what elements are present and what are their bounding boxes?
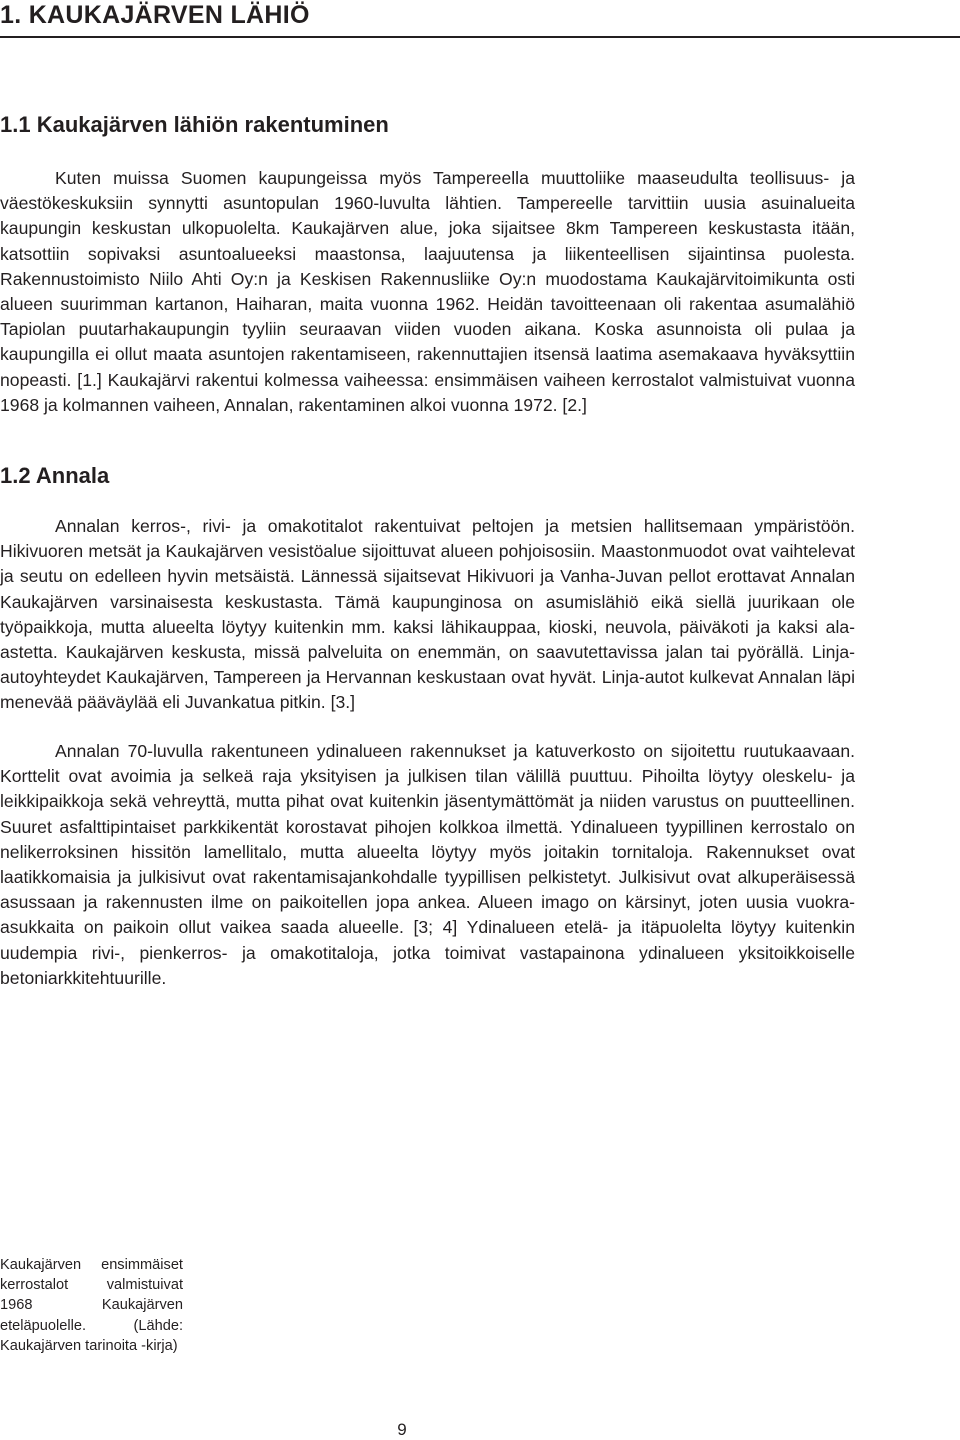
section-heading-rakentuminen: 1.1 Kaukajärven lähiön rakentuminen — [0, 112, 389, 137]
paragraph-annala-1: Annalan kerros-, rivi- ja omakotitalot rakentuivat peltojen ja metsien hallitsemaan ympäristöön. Hikivuoren metsät ja Kaukajärven vesistöalue sijoittuvat alueen pohjoisosiin. Maastonmuodot ovat vaihtelevat ja seutu on edelleen hyvin metsäistä. Lännessä sijaitsevat Hikivuori ja Vanha-Juvan pellot erottavat Annalan Kaukajärven varsinaisesta keskustasta. Tämä kaupunginosa on asumislähiö eikä siellä juurikaan ole työpaikkoja, mutta alueelta löytyy kuitenkin mm. kaksi lähikauppaa, kioski, neuvola, päiväkoti ja kaksi ala-astetta. Kaukajärven keskusta, missä palveluita on enemmän, on saavutettavissa jalan tai pyörällä. Linja-autoyhteydet Kaukajärven, Tampereen ja Hervannan keskustaan ovat hyvät. Linja-autot kulkevat Annalan läpi menevää pääväylää eli Juvankatua pitkin. [3.] — [0, 516, 855, 713]
figure-caption: Kaukajärven ensimmäiset kerrostalot valmistuivat 1968 Kaukajärven eteläpuolelle. (Lähde: Kaukajärven tarinoita -kirja) — [0, 1257, 183, 1354]
page-number: 9 — [397, 1420, 407, 1439]
section-heading-annala: 1.2 Annala — [0, 463, 110, 488]
paragraph-rakentuminen: Kuten muissa Suomen kaupungeissa myös Tampereella muuttoliike maaseudulta teollisuus- ja väestökeskuksiin synnytti asuntopulan 1960-luvulta lähtien. Tampereelle tarvittiin uusia asuinalueita kaupungin keskustan ulkopuolelta. Kaukajärven alue, joka sijaitsee 8km Tampereen keskustasta itään, katsottiin sopivaksi asuntoalueeksi maastonsa, laajuutensa ja liikenteellisen sijaintinsa puolesta. Rakennustoimisto Niilo Ahti Oy:n ja Keskisen Rakennusliike Oy:n muodostama Kaukajärvitoimikunta osti alueen suurimman kartanon, Haiharan, maita vuonna 1962. Heidän tavoitteenaan oli rakentaa asumalähiö Tapiolan puutarhakaupungin tyyliin seuraavan viiden vuoden aikana. Koska asunnoista oli pulaa ja kaupungilla ei ollut maata asuntojen rakentamiseen, rakennuttajien itsensä laatima asemakaava hyväksyttiin nopeasti. [1.] Kaukajärvi rakentui kolmessa vaiheessa: ensimmäisen vaiheen kerrostalot valmistuivat vuonna 1968 ja kolmannen vaiheen, Annalan, rakentaminen alkoi vuonna 1972. [2.] — [0, 168, 855, 415]
chapter-title: 1. KAUKAJÄRVEN LÄHIÖ — [0, 1, 310, 29]
paragraph-annala-2: Annalan 70-luvulla rakentuneen ydinalueen rakennukset ja katuverkosto on sijoitettu ruutukaavaan. Korttelit ovat avoimia ja selkeä raja yksityisen ja julkisen tilan välillä puuttuu. Pihoilta löytyy oleskelu- ja leikkipaikkoja sekä vehreyttä, mutta pihat ovat kuitenkin jäsentymättömät ja niiden varustus on puutteellinen. Suuret asfalttipintaiset parkkikentät korostavat pihojen kolkkoa ilmettä. Ydinalueen tyypillinen kerrostalo on nelikerroksinen hissitön lamellitalo, mutta alueelta löytyy myös joitakin tornitaloja. Rakennukset ovat laatikkomaisia ja julkisivut ovat rakentamisajankohdalle tyypillisen pelkistetyt. Julkisivut ovat alkuperäisessä asussaan ja rakennusten ilme on paikoitellen jopa ankea. Alueen imago on kärsinyt, joten uusia vuokraasukkaita on paikoin ollut vaikea saada alueelle. [3; 4] Ydinalueen etelä- ja itäpuolelta löytyy kuitenkin uudempia rivi-, pienkerros- ja omakotitaloja, jotka toimivat vastapainona ydinalueen yksitoikkoiselle betoniarkkitehtuurille. — [0, 741, 855, 988]
title-rule — [0, 36, 960, 38]
